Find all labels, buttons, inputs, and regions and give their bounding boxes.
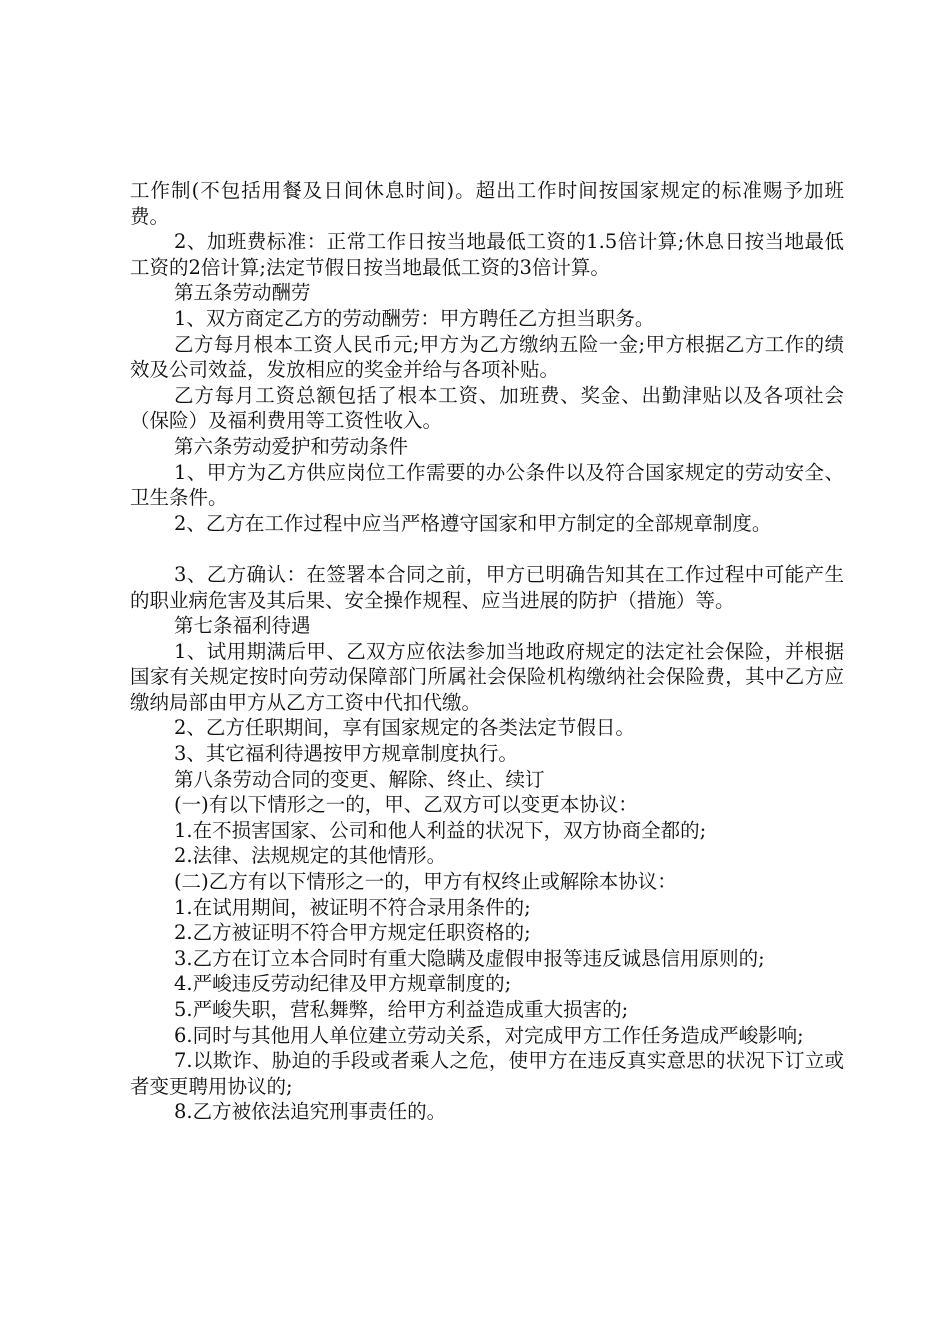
list-item: 1.在试用期间，被证明不符合录用条件的; — [174, 895, 531, 919]
list-item: 6.同时与其他用人单位建立劳动关系，对完成甲方工作任务造成严峻影响; — [174, 1023, 804, 1047]
paragraph: (一)有以下情形之一的，甲、乙双方可以变更本协议： — [174, 793, 638, 817]
document-body — [130, 178, 844, 1125]
list-item: 2.法律、法规规定的其他情形。 — [174, 844, 447, 868]
list-item: 1.在不损害国家、公司和他人利益的状况下，双方协商全都的; — [174, 818, 707, 842]
list-item: 7.以欺诈、胁迫的手段或者乘人之危，使甲方在违反真实意思的状况下订立或者变更聘用协议的; — [130, 1049, 844, 1098]
paragraph: (二)乙方有以下情形之一的，甲方有权终止或解除本协议： — [174, 870, 677, 894]
section-heading: 第六条劳动爱护和劳动条件 — [174, 434, 409, 458]
list-item: 2.乙方被证明不符合甲方规定任职资格的; — [174, 921, 531, 945]
paragraph: 1、试用期满后甲、乙双方应依法参加当地政府规定的法定社会保险，并根据国家有关规定按时向劳动保障部门所属社会保险机构缴纳社会保险费，其中乙方应缴纳局部由甲方从乙方工资中代扣代缴。 — [130, 639, 844, 714]
section-heading: 第五条劳动酬劳 — [174, 281, 311, 305]
list-item: 4.严峻违反劳动纪律及甲方规章制度的; — [174, 972, 512, 996]
paragraph: 3、乙方确认：在签署本合同之前，甲方已明确告知其在工作过程中可能产生的职业病危害及其后果、安全操作规程、应当进展的防护（措施）等。 — [130, 562, 844, 612]
paragraph: 2、加班费标准：正常工作日按当地最低工资的1.5倍计算;休息日按当地最低工资的2倍计算;法定节假日按当地最低工资的3倍计算。 — [130, 230, 844, 279]
paragraph: 乙方每月根本工资人民币元;甲方为乙方缴纳五险一金;甲方根据乙方工作的绩效及公司效益，发放相应的奖金并给与各项补贴。 — [130, 332, 844, 382]
paragraph: 2、乙方在工作过程中应当严格遵守国家和甲方制定的全部规章制度。 — [174, 511, 772, 535]
section-heading: 第八条劳动合同的变更、解除、终止、续订 — [174, 767, 545, 791]
paragraph: 1、双方商定乙方的劳动酬劳：甲方聘任乙方担当职务。 — [174, 306, 655, 330]
paragraph: 3、其它福利待遇按甲方规章制度执行。 — [174, 742, 518, 766]
list-item: 3.乙方在订立本合同时有重大隐瞒及虚假申报等违反诚恳信用原则的; — [174, 946, 765, 970]
paragraph: 1、甲方为乙方供应岗位工作需要的办公条件以及符合国家规定的劳动安全、卫生条件。 — [130, 460, 844, 510]
paragraph: 乙方每月工资总额包括了根本工资、加班费、奖金、出勤津贴以及各项社会（保险）及福利费用等工资性收入。 — [130, 383, 844, 433]
list-item: 8.乙方被依法追究刑事责任的。 — [174, 1100, 447, 1124]
paragraph: 2、乙方任职期间，享有国家规定的各类法定节假日。 — [174, 716, 635, 740]
paragraph: 工作制(不包括用餐及日间休息时间)。超出工作时间按国家规定的标准赐予加班费。 — [130, 179, 844, 228]
list-item: 5.严峻失职，营私舞弊，给甲方利益造成重大损害的; — [174, 998, 629, 1021]
section-heading: 第七条福利待遇 — [174, 614, 311, 638]
